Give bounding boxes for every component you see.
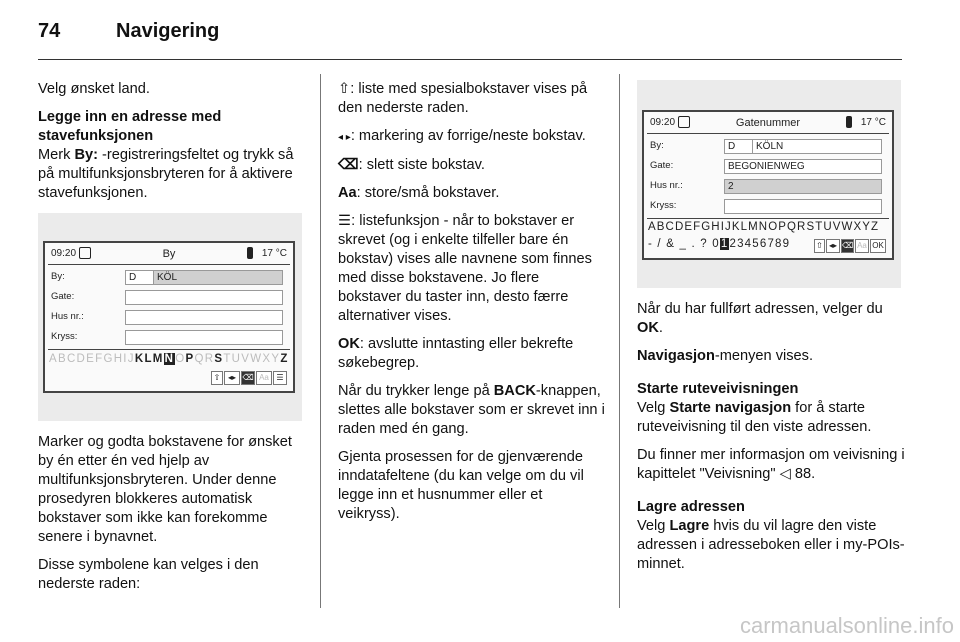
city-entry-screen (43, 241, 295, 393)
street-field[interactable] (125, 290, 283, 305)
paragraph-list (338, 212, 606, 326)
shift-icon: ⇧ (338, 81, 351, 97)
available-letters[interactable]: KLM (134, 353, 164, 365)
field-label: By: (51, 271, 65, 282)
screen-title: Gatenummer (735, 117, 801, 129)
blocked-letters: ABCDEFGHIJ (49, 353, 135, 365)
save-term: Lagre (669, 518, 710, 534)
screenshot-city-panel (38, 213, 302, 421)
field-row-city (49, 269, 289, 285)
page-header (38, 20, 219, 43)
delete-icon[interactable]: ⌫ (241, 371, 255, 385)
field-value: D (129, 272, 137, 283)
selected-digit[interactable]: 1 (720, 238, 729, 250)
field-row-crossing (49, 329, 289, 345)
arrows-icon: ◂ ▸ (338, 132, 351, 143)
house-number-field[interactable] (724, 179, 882, 194)
text: -menyen vises. (714, 348, 813, 364)
field-label: Hus nr.: (650, 180, 683, 191)
text: Velg (637, 400, 670, 416)
crossing-field[interactable] (724, 199, 882, 214)
field-label: Kryss: (51, 331, 78, 342)
paragraph-complete (637, 300, 907, 338)
city-field[interactable] (752, 139, 882, 154)
status-bar (648, 116, 888, 131)
letter-row[interactable] (49, 353, 289, 367)
text: : slett siste bokstav. (358, 157, 485, 173)
paragraph-select-country: Velg ønsket land. (38, 81, 150, 97)
ok-button[interactable]: OK (870, 239, 886, 253)
status-bar (49, 247, 289, 262)
text: Velg (637, 518, 670, 534)
header-rule (38, 59, 902, 60)
thermometer-icon (846, 116, 852, 128)
street-field[interactable] (724, 159, 882, 174)
text: . (658, 320, 663, 336)
arrows-icon[interactable]: ◂▸ (826, 239, 840, 253)
delete-icon[interactable]: ⌫ (841, 239, 854, 253)
field-value: KÖL (157, 272, 178, 283)
clock-time: 09:20 (650, 117, 676, 128)
paragraph-delete (338, 156, 606, 175)
ok-term: OK (637, 320, 659, 336)
paragraph-navigation-menu (637, 347, 907, 366)
list-icon[interactable]: ☰ (273, 371, 287, 385)
field-value: BEGONIENWEG (728, 161, 805, 172)
section-title: Navigering (116, 20, 220, 42)
special-characters[interactable]: - / & _ . ? 0 (648, 238, 720, 250)
field-label: Kryss: (650, 200, 677, 211)
text: : listefunksjon - når to bokstaver er skrevet (og i enkelte tilfeller bare én bokstav) vises alle navnene som finnes med disse bokstavene. Jo flere bokstaver du taster inn, desto færre alternativer vises. (338, 213, 592, 324)
ok-term: OK (338, 336, 360, 352)
case-icon: Aa (338, 185, 357, 201)
text: Du finner mer informasjon om veivisning i kapittelet "Veivisning" (637, 447, 905, 482)
text: : store/små bokstaver. (356, 185, 500, 201)
paragraph-repeat: Gjenta prosessen for de gjenværende inndatafeltene (du kan velge om du vil legge inn et husnummer eller et veikryss). (338, 449, 584, 522)
left-column-lower (38, 433, 306, 603)
field-value: KÖLN (756, 141, 784, 152)
paragraph-save (637, 517, 907, 574)
heading-spell-function: Legge inn en adresse med stavefunksjonen (38, 109, 222, 144)
paragraph-select-letters: Marker og godta bokstavene for ønsket by én etter én ved hjelp av multifunksjonsbryteren. Under denne prosedyren blokkeres automatisk bokstaver som ikke kan forekomme senere i bynavnet. (38, 434, 292, 545)
temperature: 17 °C (860, 117, 886, 128)
paragraph-back (338, 382, 606, 439)
field-row-city (648, 138, 888, 154)
text: Når du trykker lenge på (338, 383, 494, 399)
divider (48, 264, 290, 265)
paragraph-shift (338, 80, 606, 118)
shift-icon[interactable]: ⇧ (814, 239, 825, 253)
country-field[interactable] (724, 139, 754, 154)
heading-save-address: Lagre adressen (637, 499, 745, 515)
blocked-letters: O (175, 353, 186, 365)
middle-column (338, 80, 606, 533)
blocked-letters: TUVWXY (223, 353, 281, 365)
shift-icon[interactable]: ⇧ (211, 371, 223, 385)
text: -knappen, slettes alle bokstaver som er skrevet inn i raden med én gang. (338, 383, 605, 437)
selected-letter[interactable]: N (164, 353, 175, 365)
page-number: 74 (38, 20, 61, 42)
country-field[interactable] (125, 270, 155, 285)
house-number-field[interactable] (125, 310, 283, 325)
screenshot-house-number-panel (637, 80, 901, 288)
left-column (38, 80, 306, 212)
bold-term: By: (74, 147, 98, 163)
divider (647, 218, 889, 219)
symbol-row (210, 371, 287, 384)
divider (48, 349, 290, 350)
right-column (637, 300, 907, 583)
page-reference: 88. (790, 466, 816, 482)
paragraph-more-info (637, 446, 907, 484)
case-icon[interactable]: Aa (256, 371, 272, 385)
field-label: Hus nr.: (51, 311, 84, 322)
paragraph-ok (338, 335, 606, 373)
field-row-street (648, 158, 888, 174)
blocked-letters: QR (194, 353, 215, 365)
field-label: Gate: (650, 160, 674, 171)
column-divider-left (320, 74, 321, 608)
paragraph-mark-city (38, 146, 306, 203)
paragraph-symbols: Disse symbolene kan velges i den nederste raden: (38, 557, 259, 592)
temperature: 17 °C (261, 248, 287, 259)
watermark: carmanualsonline.info (739, 613, 954, 638)
text: -registreringsfeltet og trykk så på multifunksjonsbryteren for å aktivere stavefunksjonen. (38, 147, 294, 201)
field-row-crossing (648, 198, 888, 214)
arrows-icon[interactable]: ◂▸ (224, 371, 240, 385)
city-field[interactable] (153, 270, 283, 285)
screen-title: By (162, 248, 176, 260)
available-letters[interactable]: P (185, 353, 195, 365)
available-letters[interactable]: S (214, 353, 224, 365)
case-icon[interactable]: Aa (855, 239, 869, 253)
text: : markering av forrige/neste bokstav. (350, 128, 586, 144)
field-label: Gate: (51, 291, 75, 302)
field-row-house (49, 309, 289, 325)
field-row-house (648, 178, 888, 194)
text: hvis du vil lagre den viste adressen i adresseboken eller i my-POIs-minnet. (637, 518, 905, 572)
field-label: By: (650, 140, 664, 151)
text: : liste med spesialbokstaver vises på den nederste raden. (338, 81, 588, 116)
field-value: 2 (728, 181, 734, 192)
back-term: BACK (493, 383, 536, 399)
thermometer-icon (247, 247, 253, 259)
text: for å starte ruteveivisning til den viste adressen. (637, 400, 872, 435)
text: Merk (38, 147, 75, 163)
field-row-street (49, 289, 289, 305)
heading-start-guidance: Starte ruteveivisningen (637, 381, 799, 397)
text: : avslutte inntasting eller bekrefte søkebegrep. (338, 336, 574, 371)
column-divider-right (619, 74, 620, 608)
paragraph-arrows (338, 127, 606, 147)
letter-row[interactable]: ABCDEFGHIJKLMNOPQRSTUVWXYZ (648, 221, 880, 233)
navigation-term: Navigasjon (637, 348, 715, 364)
available-letters[interactable]: Z (280, 353, 289, 365)
paragraph-start-navigation (637, 399, 907, 437)
start-navigation-term: Starte navigasjon (669, 400, 792, 416)
list-icon: ☰ (338, 213, 352, 229)
symbol-row (813, 239, 886, 252)
digits[interactable]: 23456789 (729, 238, 791, 250)
divider (647, 133, 889, 134)
crossing-field[interactable] (125, 330, 283, 345)
paragraph-case (338, 184, 606, 203)
page-reference-icon: ◁ (779, 466, 791, 482)
clock-time: 09:20 (51, 248, 77, 259)
house-number-screen (642, 110, 894, 260)
text: Når du har fullført adressen, velger du (637, 301, 883, 317)
field-value: D (728, 141, 736, 152)
delete-icon: ⌫ (338, 157, 359, 173)
